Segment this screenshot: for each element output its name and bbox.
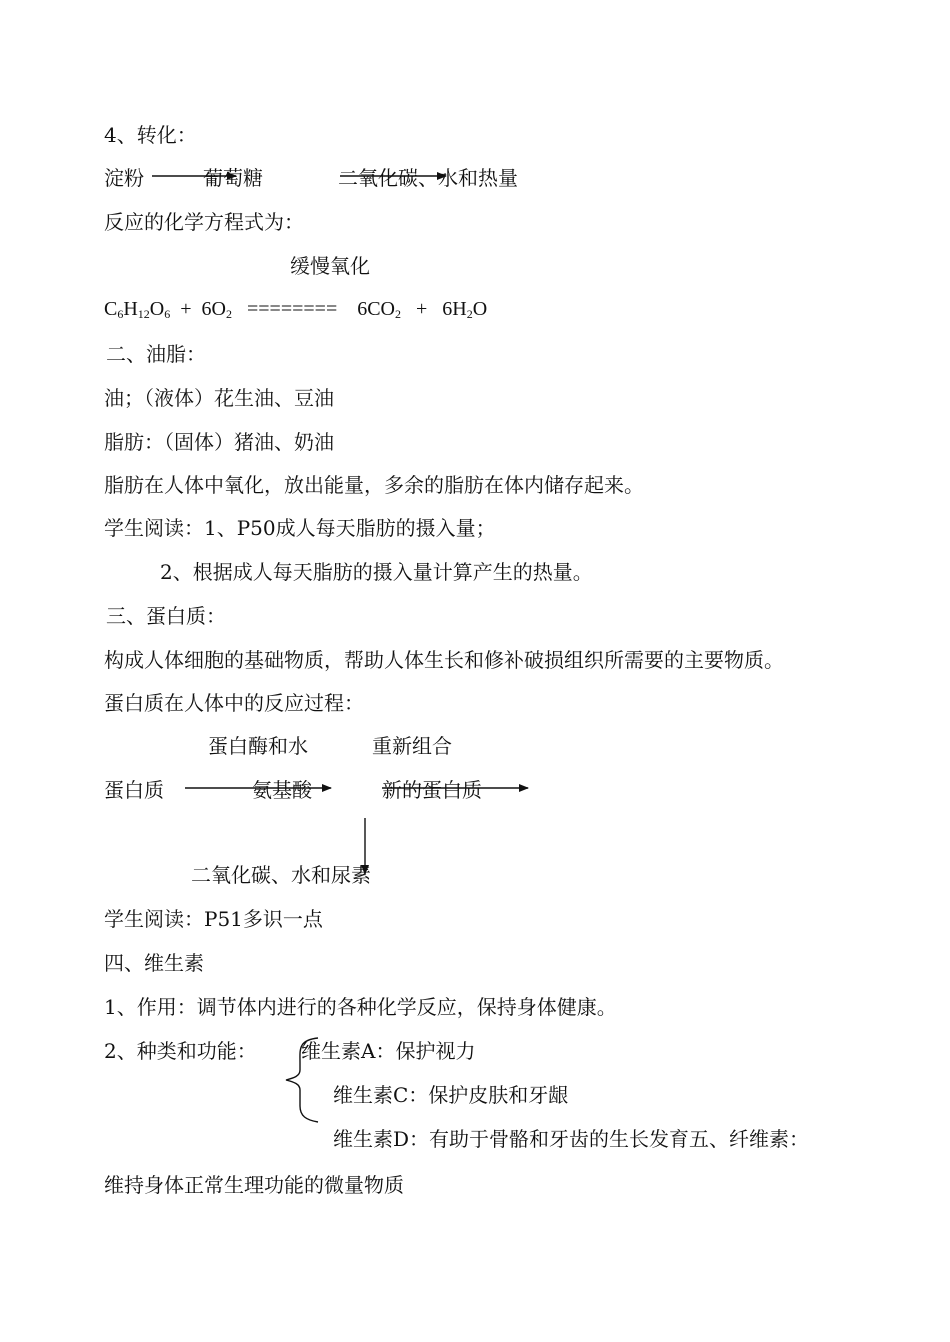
equation-intro: 反应的化学方程式为： xyxy=(104,210,304,234)
section-heading-protein: 三、蛋白质： xyxy=(106,604,226,628)
chemical-equation xyxy=(104,296,487,322)
water-formula: $6H_2O$ xyxy=(442,298,488,321)
conversion-products-label: 二氧化碳、水和热量 xyxy=(338,166,518,190)
equals-sign: ======== xyxy=(246,298,338,320)
fat-description: 脂肪在人体中氧化，放出能量，多余的脂肪在体内储存起来。 xyxy=(104,473,644,497)
section-heading-vitamin: 四、维生素 xyxy=(104,951,204,975)
vitamin-kinds-label: 2、种类和功能： xyxy=(104,1039,257,1063)
protein-products-label: 二氧化碳、水和尿素 xyxy=(191,863,371,887)
vitamin-a-item: 维生素A：保护视力 xyxy=(301,1039,476,1063)
enzyme-label: 蛋白酶和水 xyxy=(208,734,308,758)
plus-sign: + xyxy=(180,298,192,320)
reading-item-2: 2、根据成人每天脂肪的摄入量计算产生的热量。 xyxy=(160,560,593,584)
reading-item-1: 学生阅读：1、P50成人每天脂肪的摄入量； xyxy=(104,516,496,540)
oxygen-formula: $6O_2$ xyxy=(201,298,232,321)
oil-line: 油；（液体）花生油、豆油 xyxy=(104,386,334,410)
plus-sign: + xyxy=(416,298,428,320)
starch-label: 淀粉 xyxy=(104,166,144,190)
protein-reading: 学生阅读：P51多识一点 xyxy=(104,907,323,931)
recombine-label: 重新组合 xyxy=(372,734,452,758)
fat-line: 脂肪：（固体）猪油、奶油 xyxy=(104,430,334,454)
protein-label: 蛋白质 xyxy=(104,778,164,802)
protein-description: 构成人体细胞的基础物质，帮助人体生长和修补破损组织所需要的主要物质。 xyxy=(104,648,784,672)
amino-acid-label: 氨基酸 xyxy=(252,778,312,802)
vitamin-c-item: 维生素C：保护皮肤和牙龈 xyxy=(333,1083,569,1107)
reaction-condition: 缓慢氧化 xyxy=(290,254,370,278)
fiber-description: 维持身体正常生理功能的微量物质 xyxy=(104,1173,404,1197)
section-heading-conversion: 4、转化： xyxy=(104,123,197,147)
vitamin-function: 1、作用：调节体内进行的各种化学反应，保持身体健康。 xyxy=(104,995,617,1019)
section-heading-fat: 二、油脂： xyxy=(106,342,206,366)
glucose-label: 葡萄糖 xyxy=(203,166,263,190)
vitamin-d-item: 维生素D：有助于骨骼和牙齿的生长发育五、纤维素： xyxy=(333,1127,810,1151)
glucose-formula: $C_6H_{12}O_6$ xyxy=(104,298,171,321)
protein-process-intro: 蛋白质在人体中的反应过程： xyxy=(104,691,364,715)
new-protein-label: 新的蛋白质 xyxy=(382,778,482,802)
co2-formula: $6CO_2$ xyxy=(357,298,402,321)
